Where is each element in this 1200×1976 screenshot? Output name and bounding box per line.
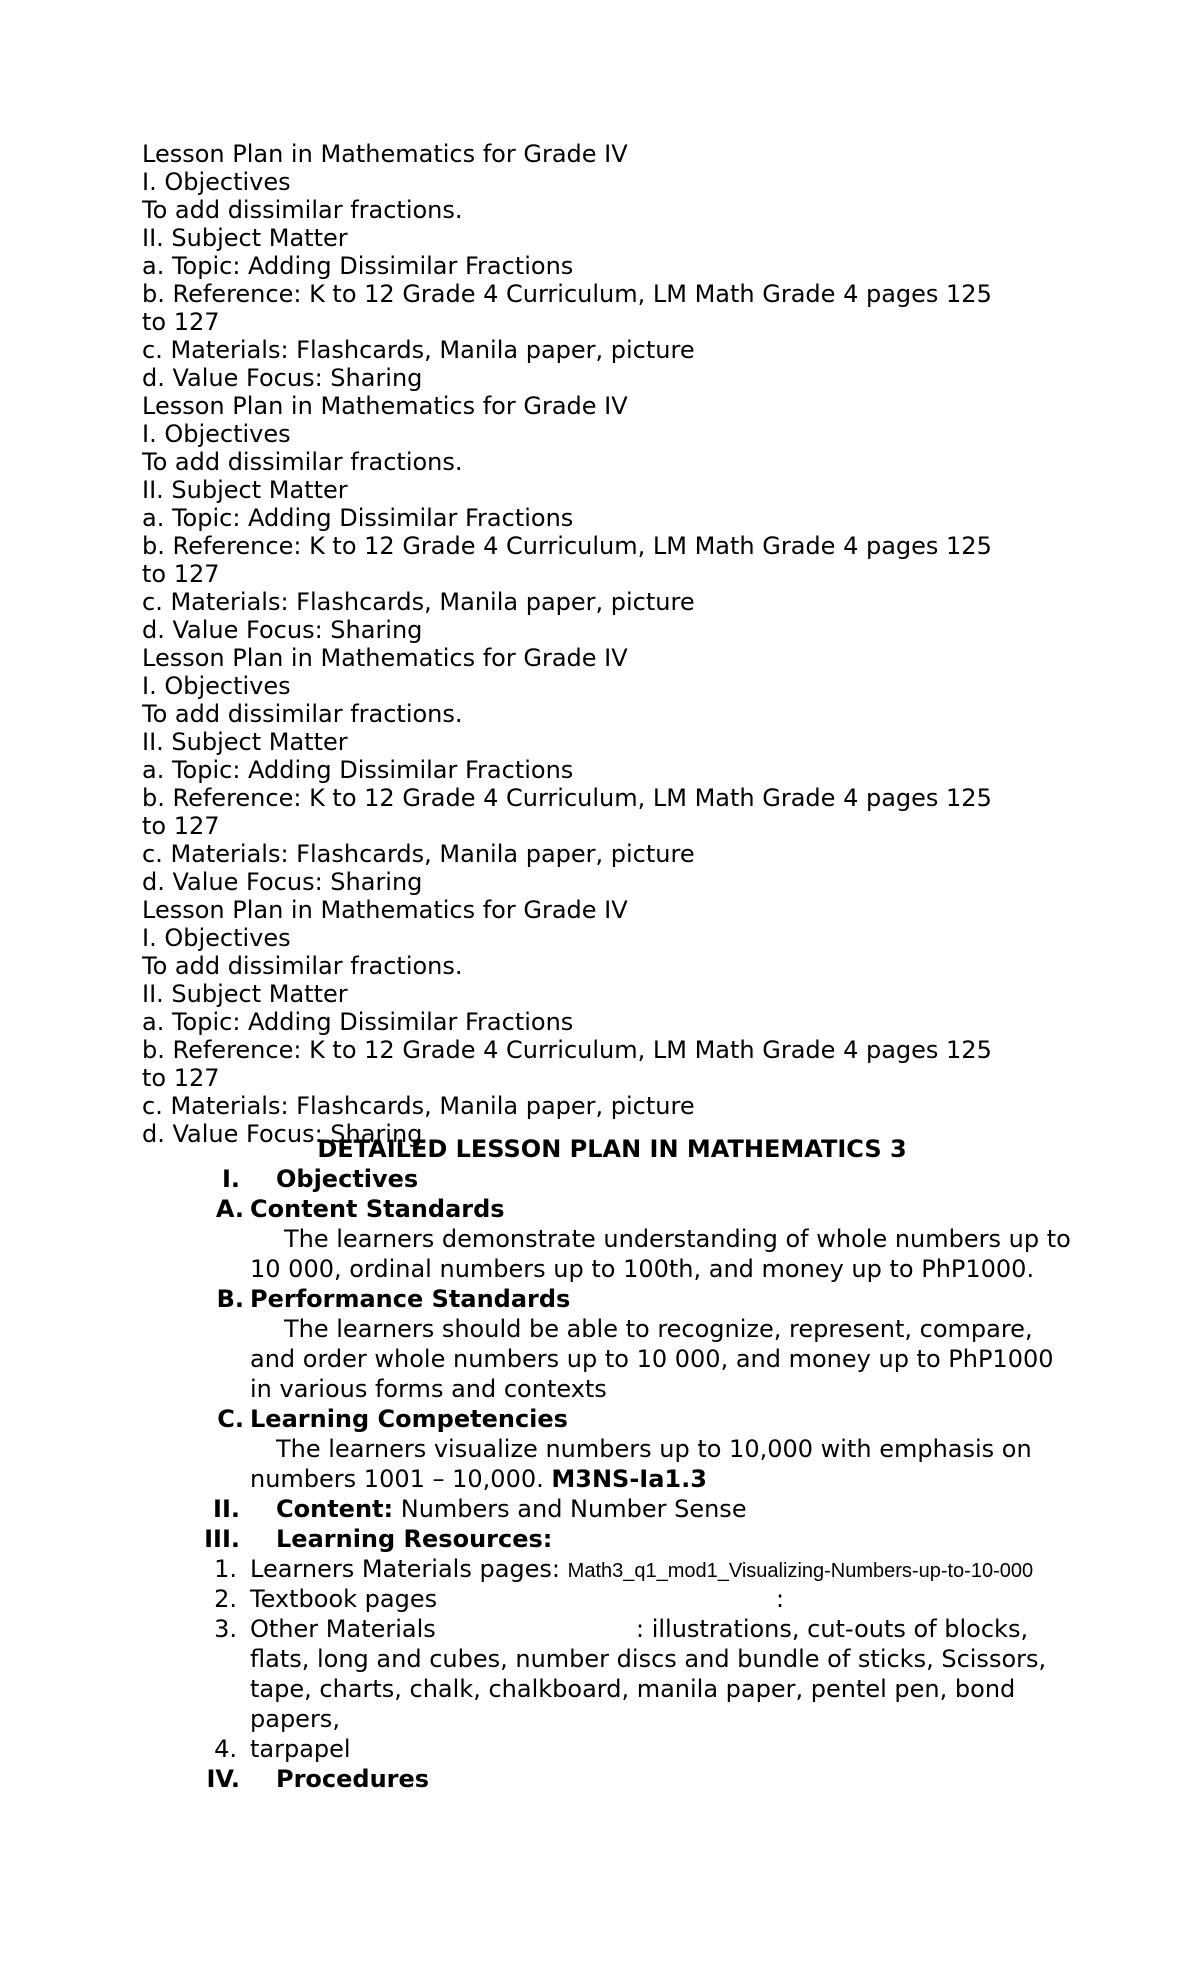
paragraph-text: numbers 1001 – 10,000. [250, 1465, 544, 1493]
item-number: 3. [214, 1615, 237, 1643]
paragraph-line: 10 000, ordinal numbers up to 100th, and money up to PhP1000. [250, 1255, 1035, 1283]
procedures-section [0, 1764, 1200, 1794]
subject-matter-heading: II. Subject Matter [142, 476, 348, 504]
paragraph-line: tape, charts, chalk, chalkboard, manila paper, pentel pen, bond [250, 1675, 1016, 1703]
subsection-heading: Learning Competencies [250, 1405, 568, 1433]
paragraph-line: The learners demonstrate understanding of whole numbers up to [284, 1225, 1071, 1253]
item-label: Learners Materials pages: [250, 1555, 561, 1583]
paragraph-line: and order whole numbers up to 10 000, and money up to PhP1000 [250, 1345, 1054, 1373]
reference-line: b. Reference: K to 12 Grade 4 Curriculum, LM Math Grade 4 pages 125 [142, 1036, 992, 1064]
resource-item-textbook [0, 1584, 1200, 1614]
content-standards-text [250, 1224, 1080, 1284]
topic-line: a. Topic: Adding Dissimilar Fractions [142, 1008, 574, 1036]
section-heading: Content: [276, 1495, 394, 1523]
item-label: Textbook pages [250, 1585, 438, 1613]
roman-numeral: II. [213, 1495, 240, 1523]
item-label: Other Materials [250, 1615, 436, 1643]
topic-line: a. Topic: Adding Dissimilar Fractions [142, 756, 574, 784]
reference-line-cont: to 127 [142, 812, 220, 840]
reference-line-cont: to 127 [142, 1064, 220, 1092]
content-value: Numbers and Number Sense [400, 1495, 747, 1523]
subject-matter-heading: II. Subject Matter [142, 728, 348, 756]
objectives-heading: I. Objectives [142, 168, 291, 196]
resource-item-learners-materials [0, 1554, 1200, 1584]
item-label: tarpapel [250, 1735, 351, 1763]
paragraph-line [250, 1464, 1080, 1494]
learning-resources-section [0, 1524, 1200, 1554]
plan-title: Lesson Plan in Mathematics for Grade IV [142, 896, 628, 924]
item-value: : [776, 1585, 785, 1613]
repeated-lesson-plans [142, 140, 1042, 1148]
roman-numeral: I. [221, 1165, 240, 1193]
reference-line: b. Reference: K to 12 Grade 4 Curriculum, LM Math Grade 4 pages 125 [142, 280, 992, 308]
roman-numeral: III. [204, 1525, 240, 1553]
objectives-heading: I. Objectives [142, 924, 291, 952]
objective-text: To add dissimilar fractions. [142, 196, 463, 224]
section-heading: Objectives [276, 1165, 419, 1193]
item-value: : illustrations, cut-outs of blocks, [636, 1615, 1029, 1643]
value-focus-line: d. Value Focus: Sharing [142, 868, 423, 896]
item-text [250, 1554, 1033, 1586]
content-section [0, 1494, 1200, 1524]
objective-text: To add dissimilar fractions. [142, 952, 463, 980]
content-line [276, 1494, 747, 1524]
performance-standards-section [0, 1284, 1200, 1314]
module-name: Math3_q1_mod1_Visualizing-Numbers-up-to-10-000 [567, 1560, 1034, 1582]
materials-line: c. Materials: Flashcards, Manila paper, picture [142, 588, 695, 616]
resource-item-other-materials [0, 1614, 1200, 1644]
item-number: 2. [214, 1585, 237, 1613]
item-number: 1. [214, 1555, 237, 1583]
materials-line: c. Materials: Flashcards, Manila paper, picture [142, 336, 695, 364]
paragraph-line: in various forms and contexts [250, 1375, 607, 1403]
reference-line-cont: to 127 [142, 308, 220, 336]
dlp-title: DETAILED LESSON PLAN IN MATHEMATICS 3 [317, 1135, 907, 1163]
materials-line: c. Materials: Flashcards, Manila paper, picture [142, 840, 695, 868]
paragraph-line: The learners visualize numbers up to 10,000 with emphasis on [276, 1435, 1032, 1463]
content-standards-section [0, 1194, 1200, 1224]
learning-competencies-text [250, 1434, 1080, 1494]
value-focus-line: d. Value Focus: Sharing [142, 1120, 423, 1148]
reference-line: b. Reference: K to 12 Grade 4 Curriculum, LM Math Grade 4 pages 125 [142, 532, 992, 560]
paragraph-line: papers, [250, 1705, 340, 1733]
roman-numeral: IV. [206, 1765, 240, 1793]
value-focus-line: d. Value Focus: Sharing [142, 616, 423, 644]
objectives-heading: I. Objectives [142, 672, 291, 700]
plan-title: Lesson Plan in Mathematics for Grade IV [142, 140, 628, 168]
section-heading: Procedures [276, 1765, 430, 1793]
plan-title: Lesson Plan in Mathematics for Grade IV [142, 644, 628, 672]
letter-marker: C. [217, 1405, 244, 1433]
subject-matter-heading: II. Subject Matter [142, 980, 348, 1008]
reference-line-cont: to 127 [142, 560, 220, 588]
topic-line: a. Topic: Adding Dissimilar Fractions [142, 252, 574, 280]
learning-competencies-section [0, 1404, 1200, 1434]
section-heading: Learning Resources: [276, 1525, 553, 1553]
subsection-heading: Performance Standards [250, 1285, 571, 1313]
value-focus-line: d. Value Focus: Sharing [142, 364, 423, 392]
topic-line: a. Topic: Adding Dissimilar Fractions [142, 504, 574, 532]
letter-marker: B. [216, 1285, 244, 1313]
materials-line: c. Materials: Flashcards, Manila paper, picture [142, 1092, 695, 1120]
plan-title: Lesson Plan in Mathematics for Grade IV [142, 392, 628, 420]
performance-standards-text [250, 1314, 1080, 1404]
letter-marker: A. [215, 1195, 244, 1223]
competency-code: M3NS-Ia1.3 [551, 1465, 707, 1493]
reference-line: b. Reference: K to 12 Grade 4 Curriculum, LM Math Grade 4 pages 125 [142, 784, 992, 812]
subsection-heading: Content Standards [250, 1195, 505, 1223]
objectives-heading: I. Objectives [142, 420, 291, 448]
objectives-section [0, 1164, 1200, 1194]
objective-text: To add dissimilar fractions. [142, 700, 463, 728]
detailed-lesson-plan [0, 1134, 1200, 1794]
paragraph-line: flats, long and cubes, number discs and bundle of sticks, Scissors, [250, 1645, 1047, 1673]
other-materials-text [250, 1644, 1080, 1734]
objective-text: To add dissimilar fractions. [142, 448, 463, 476]
item-number: 4. [214, 1735, 237, 1763]
subject-matter-heading: II. Subject Matter [142, 224, 348, 252]
resource-item-tarpapel [0, 1734, 1200, 1764]
paragraph-line: The learners should be able to recognize, represent, compare, [284, 1315, 1033, 1343]
